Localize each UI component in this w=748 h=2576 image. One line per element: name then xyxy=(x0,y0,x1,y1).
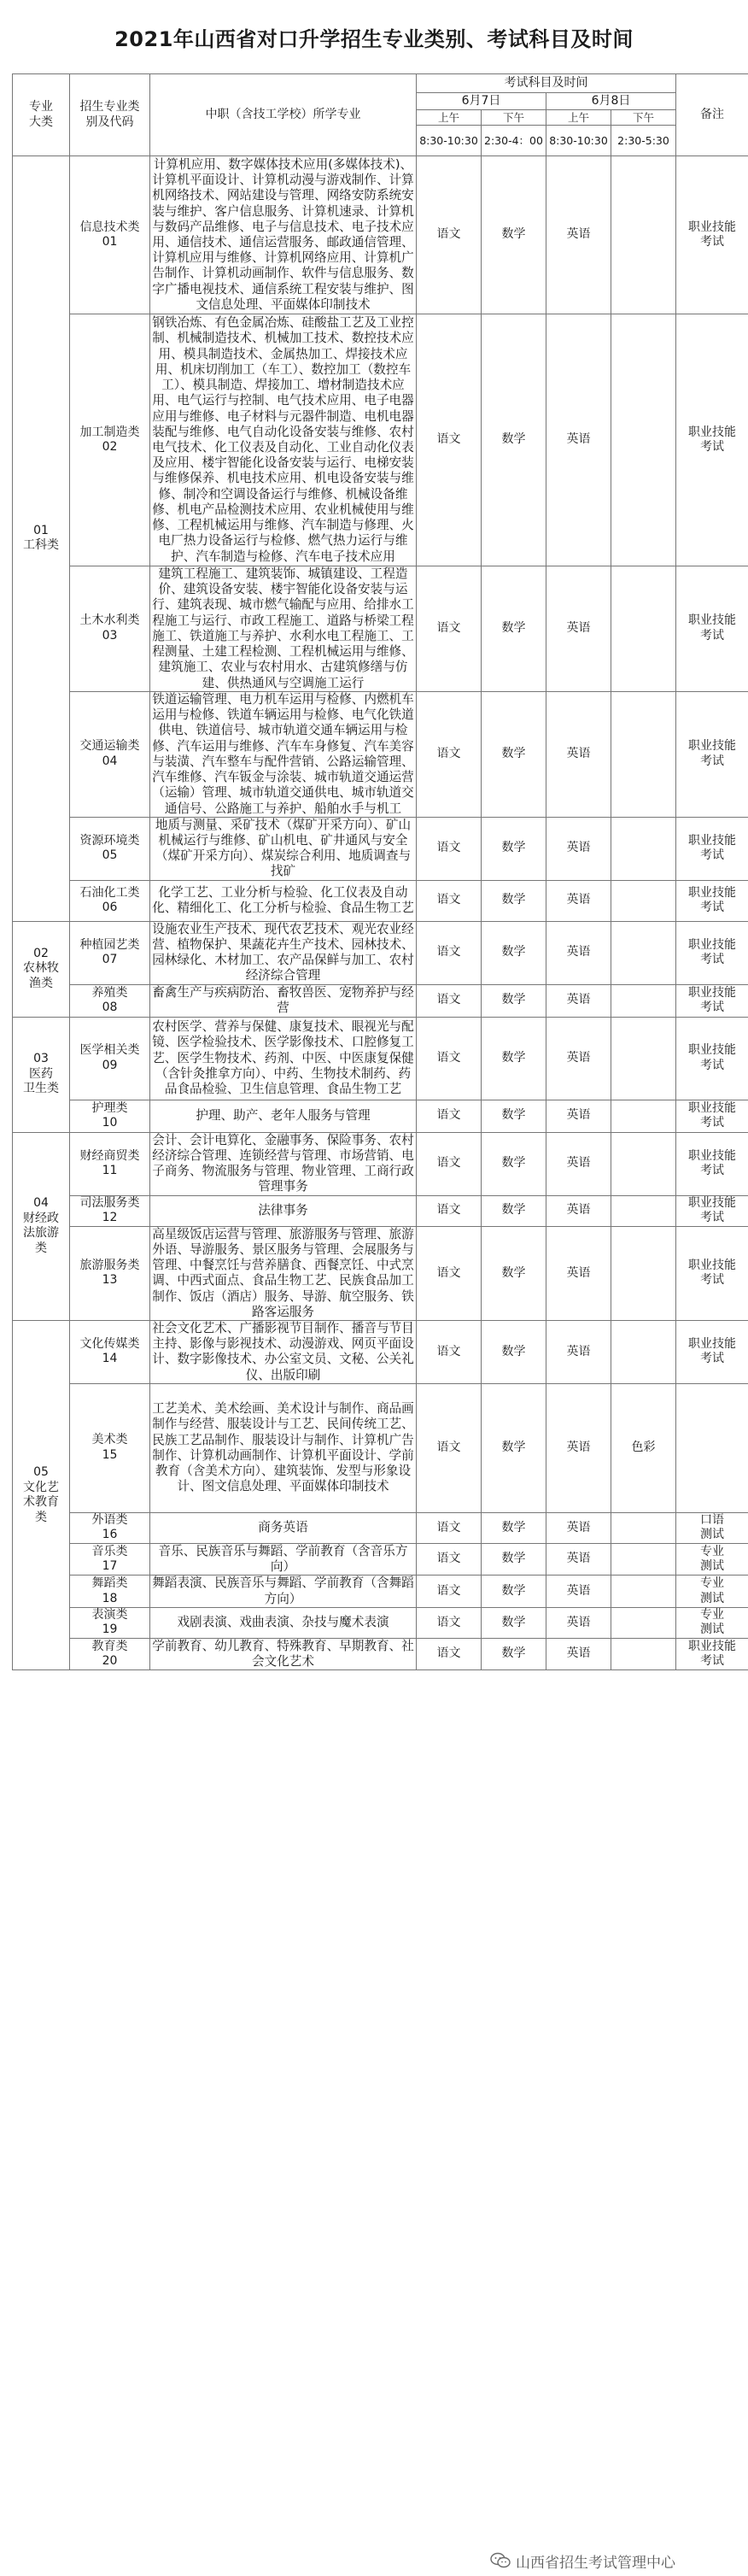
major-group-line: 渔类 xyxy=(29,976,53,990)
note-line: 考试 xyxy=(700,901,724,915)
class-line: 04 xyxy=(102,754,118,768)
table-row xyxy=(13,921,748,984)
class-cell xyxy=(70,1543,150,1575)
header-period-4: 下午 xyxy=(611,110,676,126)
note-line: 考试 xyxy=(700,628,724,643)
subject-cell-s3: 英语 xyxy=(546,1100,611,1132)
note-cell xyxy=(676,1100,748,1132)
subject-cell-s1: 语文 xyxy=(417,1576,482,1607)
table-row xyxy=(13,817,748,880)
class-cell xyxy=(70,1576,150,1607)
table-body xyxy=(13,74,748,1670)
class-cell xyxy=(70,1195,150,1226)
class-cell xyxy=(70,156,150,314)
class-line: 13 xyxy=(102,1273,118,1288)
subject-cell-s3: 英语 xyxy=(546,1576,611,1607)
note-cell xyxy=(676,1638,748,1669)
table-row xyxy=(13,156,748,314)
majors-cell: 计算机应用、数字媒体技术应用(多媒体技术)、计算机平面设计、计算机动漫与游戏制作、计算机网络技术、网站建设与管理、网络安防系统安装与维护、客户信息服务、计算机速录、计算机与数码产品维修、电子与信息技术、电子技术应用、通信技术、通信运营服务、邮政通信管理、计算机应用与维修、计算机网络应用、计算机广告制作、计算机动画制作、软件与信息服务、数字广播电视技术、通信系统工程安装与维护、图文信息处理、平面媒体印制技术 xyxy=(150,156,417,314)
class-line: 信息技术类 xyxy=(79,220,140,234)
class-line: 美术类 xyxy=(91,1433,128,1447)
header-group-line-2: 大类 xyxy=(29,114,53,129)
table-row xyxy=(13,880,748,921)
note-cell xyxy=(676,156,748,314)
subject-cell-s4 xyxy=(611,1512,676,1543)
table-row xyxy=(13,566,748,692)
note-cell xyxy=(676,1543,748,1575)
majors-cell: 化学工艺、工业分析与检验、化工仪表及自动化、精细化工、化工分析与检验、食品生物工艺 xyxy=(150,880,417,921)
class-line: 交通运输类 xyxy=(79,739,140,754)
class-cell xyxy=(70,1226,150,1320)
note-line: 职业技能 xyxy=(688,739,736,754)
class-cell xyxy=(70,1512,150,1543)
note-line: 职业技能 xyxy=(688,1100,736,1115)
note-line: 职业技能 xyxy=(688,833,736,848)
subject-cell-s4 xyxy=(611,1195,676,1226)
class-line: 17 xyxy=(102,1559,118,1574)
class-line: 09 xyxy=(102,1058,118,1072)
note-cell xyxy=(676,1383,748,1512)
subject-cell-s2: 数学 xyxy=(482,566,546,692)
class-line: 外语类 xyxy=(91,1512,128,1527)
subject-cell-s2: 数学 xyxy=(482,691,546,817)
subject-cell-s2: 数学 xyxy=(482,1512,546,1543)
majors-cell: 音乐、民族音乐与舞蹈、学前教育（含音乐方向） xyxy=(150,1543,417,1575)
subject-cell-s3: 英语 xyxy=(546,156,611,314)
subject-cell-s1: 语文 xyxy=(417,314,482,566)
class-line: 加工制造类 xyxy=(79,425,140,439)
class-cell xyxy=(70,691,150,817)
class-line: 音乐类 xyxy=(91,1544,128,1558)
subject-cell-s1: 语文 xyxy=(417,1638,482,1669)
note-line: 专业 xyxy=(700,1607,724,1622)
major-group-line: 财经政 xyxy=(23,1211,59,1225)
subject-cell-s1: 语文 xyxy=(417,921,482,984)
class-line: 16 xyxy=(102,1528,118,1542)
major-group-cell xyxy=(13,1017,70,1132)
majors-cell: 护理、助产、老年人服务与管理 xyxy=(150,1100,417,1132)
class-cell xyxy=(70,984,150,1017)
class-cell xyxy=(70,314,150,566)
note-line: 考试 xyxy=(700,754,724,768)
majors-cell: 学前教育、幼儿教育、特殊教育、早期教育、社会文化艺术 xyxy=(150,1638,417,1669)
subject-cell-s4 xyxy=(611,817,676,880)
watermark xyxy=(490,2549,675,2573)
note-cell xyxy=(676,984,748,1017)
class-cell xyxy=(70,1638,150,1669)
subject-cell-s2: 数学 xyxy=(482,1607,546,1638)
class-cell xyxy=(70,817,150,880)
class-line: 12 xyxy=(102,1211,118,1225)
major-group-line: 类 xyxy=(35,1510,47,1524)
table-row xyxy=(13,314,748,566)
class-line: 10 xyxy=(102,1116,118,1130)
class-line: 种植园艺类 xyxy=(79,937,140,952)
major-group-line: 类 xyxy=(35,1241,47,1255)
subject-cell-s3: 英语 xyxy=(546,1543,611,1575)
subject-cell-s3: 英语 xyxy=(546,817,611,880)
subject-cell-s1: 语文 xyxy=(417,1383,482,1512)
subject-cell-s3: 英语 xyxy=(546,1607,611,1638)
subject-cell-s3: 英语 xyxy=(546,1512,611,1543)
table-row xyxy=(13,984,748,1017)
class-line: 03 xyxy=(102,628,118,643)
class-line: 司法服务类 xyxy=(79,1195,140,1210)
note-line: 考试 xyxy=(700,440,724,454)
note-line: 专业 xyxy=(700,1544,724,1558)
subject-cell-s2: 数学 xyxy=(482,1543,546,1575)
class-line: 财经商贸类 xyxy=(79,1148,140,1163)
subject-cell-s2: 数学 xyxy=(482,984,546,1017)
major-group-line: 工科类 xyxy=(23,538,59,553)
note-line: 考试 xyxy=(700,953,724,967)
subject-cell-s2: 数学 xyxy=(482,1100,546,1132)
class-line: 08 xyxy=(102,1000,118,1015)
header-day-2: 6月8日 xyxy=(546,93,676,110)
majors-cell: 设施农业生产技术、现代农艺技术、观光农业经营、植物保护、果蔬花卉生产技术、园林技术、园林绿化、木材加工、农产品保鲜与加工、农村经济综合管理 xyxy=(150,921,417,984)
header-class-line-2: 别及代码 xyxy=(85,114,134,129)
note-cell xyxy=(676,817,748,880)
note-line: 测试 xyxy=(700,1591,724,1605)
header-group xyxy=(13,74,70,156)
subject-cell-s4 xyxy=(611,1100,676,1132)
subject-cell-s3: 英语 xyxy=(546,880,611,921)
note-cell xyxy=(676,880,748,921)
subject-cell-s4 xyxy=(611,1607,676,1638)
subject-cell-s1: 语文 xyxy=(417,566,482,692)
table-row xyxy=(13,1607,748,1638)
table-row xyxy=(13,1383,748,1512)
subject-cell-s1: 语文 xyxy=(417,1132,482,1195)
subject-cell-s1: 语文 xyxy=(417,880,482,921)
class-cell xyxy=(70,880,150,921)
subject-cell-s1: 语文 xyxy=(417,817,482,880)
majors-cell: 钢铁冶炼、有色金属冶炼、硅酸盐工艺及工业控制、机械制造技术、机械加工技术、数控技术应用、模具制造技术、金属热加工、焊接技术应用、机床切削加工（车工）、数控加工（数控车工）、模具制造、焊接加工、增材制造技术应用、电气运行与控制、电气技术应用、电子电器应用与维修、电子材料与元器件制造、电机电器装配与维修、电气自动化设备安装与维修、农村电气技术、化工仪表及自动化、工业自动化仪表及应用、楼宇智能化设备安装与运行、电梯安装与维修保养、机电技术应用、机电设备安装与维修、制冷和空调设备运行与维修、机械设备维修、机电产品检测技术应用、农业机械使用与维修、工程机械运用与维修、汽车制造与修理、火电厂热力设备运行与检修、燃气热力运行与维护、汽车制造与检修、汽车电子技术应用 xyxy=(150,314,417,566)
majors-cell: 法律事务 xyxy=(150,1195,417,1226)
subject-cell-s1: 语文 xyxy=(417,1100,482,1132)
subject-cell-s2: 数学 xyxy=(482,156,546,314)
header-period-1: 上午 xyxy=(417,110,482,126)
subject-cell-s2: 数学 xyxy=(482,1017,546,1100)
subject-cell-s3: 英语 xyxy=(546,1132,611,1195)
note-line: 职业技能 xyxy=(688,220,736,234)
subject-cell-s4 xyxy=(611,156,676,314)
header-time-4: 2:30-5:30 xyxy=(611,126,676,156)
subject-cell-s2: 数学 xyxy=(482,921,546,984)
class-line: 医学相关类 xyxy=(79,1043,140,1058)
subject-cell-s2: 数学 xyxy=(482,1195,546,1226)
subject-cell-s1: 语文 xyxy=(417,1017,482,1100)
note-line: 考试 xyxy=(700,1211,724,1225)
subject-cell-s3: 英语 xyxy=(546,984,611,1017)
class-line: 教育类 xyxy=(91,1639,128,1653)
class-line: 02 xyxy=(102,440,118,454)
table-row xyxy=(13,1543,748,1575)
major-group-cell xyxy=(13,1132,70,1320)
subject-cell-s2: 数学 xyxy=(482,1576,546,1607)
header-period-3: 上午 xyxy=(546,110,611,126)
class-line: 15 xyxy=(102,1447,118,1462)
subject-cell-s4 xyxy=(611,691,676,817)
subject-cell-s1: 语文 xyxy=(417,1543,482,1575)
class-cell xyxy=(70,566,150,692)
note-line: 考试 xyxy=(700,1273,724,1288)
class-line: 表演类 xyxy=(91,1607,128,1622)
major-group-line: 医药 xyxy=(29,1066,53,1081)
table-row xyxy=(13,691,748,817)
major-group-line: 农林牧 xyxy=(23,961,59,976)
note-line: 考试 xyxy=(700,848,724,863)
subject-cell-s2: 数学 xyxy=(482,1383,546,1512)
subject-cell-s3: 英语 xyxy=(546,314,611,566)
class-cell xyxy=(70,1100,150,1132)
subject-cell-s4 xyxy=(611,1638,676,1669)
majors-cell: 畜禽生产与疾病防治、畜牧兽医、宠物养护与经营 xyxy=(150,984,417,1017)
note-line: 职业技能 xyxy=(688,1258,736,1272)
table-row xyxy=(13,1638,748,1669)
note-line: 考试 xyxy=(700,235,724,249)
table-row xyxy=(13,1226,748,1320)
class-line: 土木水利类 xyxy=(79,613,140,628)
subject-cell-s4 xyxy=(611,984,676,1017)
subject-cell-s4 xyxy=(611,1320,676,1383)
subject-cell-s1: 语文 xyxy=(417,691,482,817)
note-cell xyxy=(676,691,748,817)
table-row xyxy=(13,1320,748,1383)
subject-cell-s3: 英语 xyxy=(546,1320,611,1383)
page-title: 2021年山西省对口升学招生专业类别、考试科目及时间 xyxy=(114,27,634,51)
note-cell xyxy=(676,1512,748,1543)
note-line: 职业技能 xyxy=(688,1148,736,1163)
class-line: 资源环境类 xyxy=(79,833,140,848)
table-row xyxy=(13,1512,748,1543)
class-line: 文化传媒类 xyxy=(79,1336,140,1351)
subject-cell-s4 xyxy=(611,1543,676,1575)
header-time-3: 8:30-10:30 xyxy=(546,126,611,156)
subject-cell-s4: 色彩 xyxy=(611,1383,676,1512)
major-group-line: 04 xyxy=(33,1196,49,1211)
subject-cell-s1: 语文 xyxy=(417,1607,482,1638)
subject-cell-s1: 语文 xyxy=(417,1195,482,1226)
majors-cell: 戏剧表演、戏曲表演、杂技与魔术表演 xyxy=(150,1607,417,1638)
subject-cell-s4 xyxy=(611,1576,676,1607)
note-line: 职业技能 xyxy=(688,613,736,628)
note-cell xyxy=(676,1017,748,1100)
subject-cell-s3: 英语 xyxy=(546,1638,611,1669)
class-line: 05 xyxy=(102,848,118,863)
subject-cell-s1: 语文 xyxy=(417,1512,482,1543)
note-line: 职业技能 xyxy=(688,425,736,439)
header-exam-title: 考试科目及时间 xyxy=(417,74,676,93)
class-line: 石油化工类 xyxy=(79,885,140,900)
subject-cell-s3: 英语 xyxy=(546,1017,611,1100)
subject-cell-s3: 英语 xyxy=(546,1226,611,1320)
header-time-2: 2:30-4：00 xyxy=(482,126,546,156)
note-cell xyxy=(676,1195,748,1226)
exam-table xyxy=(12,73,748,1670)
table-row xyxy=(13,1576,748,1607)
subject-cell-s4 xyxy=(611,1017,676,1100)
subject-cell-s4 xyxy=(611,921,676,984)
header-class xyxy=(70,74,150,156)
note-line: 考试 xyxy=(700,1352,724,1366)
class-line: 14 xyxy=(102,1352,118,1366)
note-line: 考试 xyxy=(700,1654,724,1669)
header-class-line-1: 招生专业类 xyxy=(79,100,140,114)
majors-cell: 高星级饭店运营与管理、旅游服务与管理、旅游外语、导游服务、景区服务与管理、会展服务与管理、中餐烹饪与营养膳食、西餐烹饪、中式烹调、中西式面点、食品生物工艺、民族食品加工制作、饭店（酒店）服务、导游、航空服务、铁路客运服务 xyxy=(150,1226,417,1320)
header-majors: 中职（含技工学校）所学专业 xyxy=(150,74,417,156)
note-line: 职业技能 xyxy=(688,1043,736,1058)
major-group-cell xyxy=(13,1320,70,1669)
class-line: 19 xyxy=(102,1622,118,1637)
class-line: 06 xyxy=(102,901,118,915)
note-line: 职业技能 xyxy=(688,937,736,952)
subject-cell-s4 xyxy=(611,566,676,692)
majors-cell: 建筑工程施工、建筑装饰、城镇建设、工程造价、建筑设备安装、楼宇智能化设备安装与运行、建筑表现、城市燃气输配与应用、给排水工程施工与运行、市政工程施工、道路与桥梁工程施工、铁道施工与养护、水利水电工程施工、工程测量、土建工程检测、工程机械运用与维修、建筑施工、农业与农村用水、古建筑修缮与仿建、供热通风与空调施工运行 xyxy=(150,566,417,692)
class-cell xyxy=(70,1132,150,1195)
major-group-line: 03 xyxy=(33,1052,49,1066)
subject-cell-s3: 英语 xyxy=(546,566,611,692)
subject-cell-s2: 数学 xyxy=(482,1320,546,1383)
header-period-2: 下午 xyxy=(482,110,546,126)
majors-cell: 会计、会计电算化、金融事务、保险事务、农村经济综合管理、连锁经营与管理、市场营销、电子商务、物流服务与管理、物业管理、工商行政管理事务 xyxy=(150,1132,417,1195)
subject-cell-s2: 数学 xyxy=(482,1226,546,1320)
note-line: 考试 xyxy=(700,1164,724,1178)
note-cell xyxy=(676,1320,748,1383)
wechat-icon xyxy=(490,2552,511,2569)
subject-cell-s4 xyxy=(611,1132,676,1195)
major-group-line: 法旅游 xyxy=(23,1226,59,1241)
note-cell xyxy=(676,1132,748,1195)
subject-cell-s2: 数学 xyxy=(482,1638,546,1669)
note-line: 职业技能 xyxy=(688,885,736,900)
table-row xyxy=(13,1017,748,1100)
header-day-1: 6月7日 xyxy=(417,93,546,110)
subject-cell-s4 xyxy=(611,1226,676,1320)
subject-cell-s2: 数学 xyxy=(482,1132,546,1195)
note-line: 测试 xyxy=(700,1528,724,1542)
subject-cell-s1: 语文 xyxy=(417,1320,482,1383)
class-line: 01 xyxy=(102,235,118,249)
subject-cell-s1: 语文 xyxy=(417,984,482,1017)
major-group-line: 卫生类 xyxy=(23,1082,59,1096)
major-group-line: 文化艺 xyxy=(23,1480,59,1494)
header-note: 备注 xyxy=(676,74,748,156)
note-line: 考试 xyxy=(700,1058,724,1072)
major-group-line: 02 xyxy=(33,946,49,960)
table-row xyxy=(13,1132,748,1195)
majors-cell: 农村医学、营养与保健、康复技术、眼视光与配镜、医学检验技术、医学影像技术、口腔修复工艺、医学生物技术、药剂、中医、中医康复保健（含针灸推拿方向）、中药、生物技术制药、药品食品检验、卫生信息管理、食品生物工艺 xyxy=(150,1017,417,1100)
majors-cell: 铁道运输管理、电力机车运用与检修、内燃机车运用与检修、铁道车辆运用与检修、电气化铁道供电、铁道信号、城市轨道交通车辆运用与检修、汽车运用与维修、汽车车身修复、汽车美容与装潢、汽车整车与配件营销、公路运输管理、汽车维修、汽车钣金与涂装、城市轨道交通运营（运输）管理、城市轨道交通供电、城市轨道交通信号、公路施工与养护、船舶水手与机工 xyxy=(150,691,417,817)
major-group-line: 01 xyxy=(33,523,49,537)
table-row xyxy=(13,1100,748,1132)
note-cell xyxy=(676,566,748,692)
note-line: 测试 xyxy=(700,1622,724,1637)
class-line: 旅游服务类 xyxy=(79,1258,140,1272)
note-cell xyxy=(676,1226,748,1320)
subject-cell-s2: 数学 xyxy=(482,880,546,921)
header-time-1: 8:30-10:30 xyxy=(417,126,482,156)
major-group-cell xyxy=(13,156,70,922)
class-line: 07 xyxy=(102,953,118,967)
class-line: 18 xyxy=(102,1591,118,1605)
class-line: 养殖类 xyxy=(91,985,128,1000)
majors-cell: 工艺美术、美术绘画、美术设计与制作、商品画制作与经营、服装设计与工艺、民间传统工艺、民族工艺品制作、服装设计与制作、计算机广告制作、计算机动画制作、计算机平面设计、学前教育（含美术方向）、建筑装饰、发型与形象设计、图文信息处理、平面媒体印制技术 xyxy=(150,1383,417,1512)
note-line: 职业技能 xyxy=(688,1639,736,1653)
note-line: 职业技能 xyxy=(688,1336,736,1351)
majors-cell: 商务英语 xyxy=(150,1512,417,1543)
subject-cell-s2: 数学 xyxy=(482,314,546,566)
table-row xyxy=(13,1195,748,1226)
note-cell xyxy=(676,921,748,984)
note-cell xyxy=(676,314,748,566)
majors-cell: 舞蹈表演、民族音乐与舞蹈、学前教育（含舞蹈方向） xyxy=(150,1576,417,1607)
class-cell xyxy=(70,1383,150,1512)
subject-cell-s1: 语文 xyxy=(417,156,482,314)
majors-cell: 社会文化艺术、广播影视节目制作、播音与节目主持、影像与影视技术、动漫游戏、网页平面设计、数字影像技术、办公室文员、文秘、公关礼仪、出版印刷 xyxy=(150,1320,417,1383)
note-line: 职业技能 xyxy=(688,1195,736,1210)
class-cell xyxy=(70,921,150,984)
note-line: 职业技能 xyxy=(688,985,736,1000)
subject-cell-s3: 英语 xyxy=(546,691,611,817)
note-cell xyxy=(676,1576,748,1607)
majors-cell: 地质与测量、采矿技术（煤矿开采方向）、矿山机械运行与维修、矿山机电、矿井通风与安全（煤矿开采方向）、煤炭综合利用、地质调查与找矿 xyxy=(150,817,417,880)
class-line: 11 xyxy=(102,1164,118,1178)
major-group-line: 术教育 xyxy=(23,1495,59,1510)
header-group-line-1: 专业 xyxy=(29,100,53,114)
note-cell xyxy=(676,1607,748,1638)
subject-cell-s3: 英语 xyxy=(546,1195,611,1226)
class-cell xyxy=(70,1607,150,1638)
note-line: 口语 xyxy=(700,1512,724,1527)
note-line: 考试 xyxy=(700,1116,724,1130)
class-line: 舞蹈类 xyxy=(91,1576,128,1591)
subject-cell-s3: 英语 xyxy=(546,921,611,984)
note-line: 专业 xyxy=(700,1576,724,1591)
class-cell xyxy=(70,1320,150,1383)
major-group-line: 05 xyxy=(33,1465,49,1480)
subject-cell-s1: 语文 xyxy=(417,1226,482,1320)
header-row-1 xyxy=(13,74,748,93)
subject-cell-s4 xyxy=(611,314,676,566)
class-line: 20 xyxy=(102,1654,118,1669)
class-cell xyxy=(70,1017,150,1100)
subject-cell-s2: 数学 xyxy=(482,817,546,880)
note-line: 考试 xyxy=(700,1000,724,1015)
major-group-cell xyxy=(13,921,70,1017)
subject-cell-s3: 英语 xyxy=(546,1383,611,1512)
class-line: 护理类 xyxy=(91,1100,128,1115)
watermark-text: 山西省招生考试管理中心 xyxy=(516,2554,675,2572)
note-line: 测试 xyxy=(700,1559,724,1574)
subject-cell-s4 xyxy=(611,880,676,921)
